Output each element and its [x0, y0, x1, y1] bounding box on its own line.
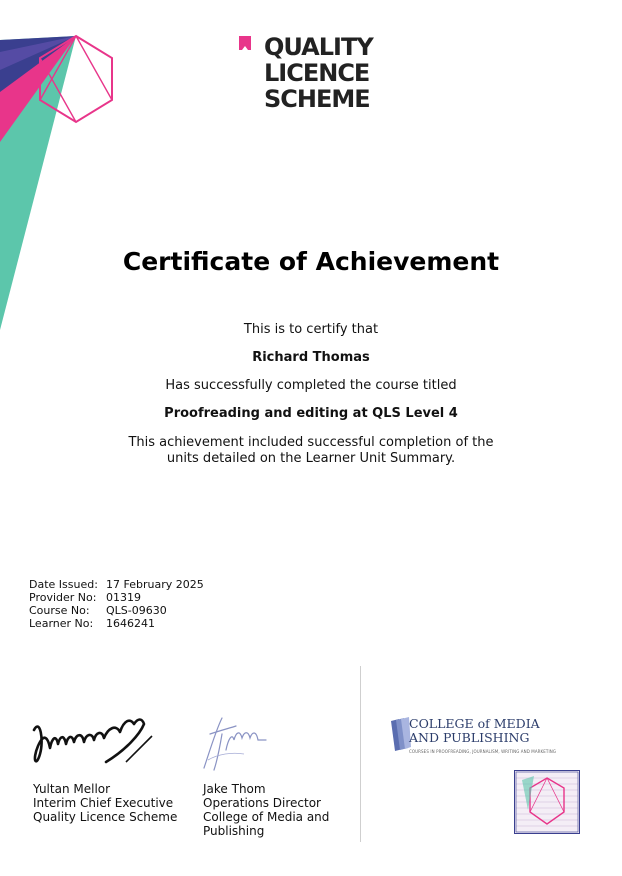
- completed-text: Has successfully completed the course titled: [165, 378, 457, 393]
- book-pages-icon: [389, 717, 411, 753]
- signatory-2-block: [203, 782, 329, 838]
- detail-value: QLS-09630: [106, 604, 167, 617]
- certificate-title: Certificate of Achievement: [122, 247, 500, 276]
- detail-label: Learner No:: [29, 617, 94, 630]
- logo-text-line-2: LICENCE: [264, 59, 370, 87]
- signatory-2-org-line-2: Publishing: [203, 824, 265, 838]
- vertical-divider: [360, 666, 361, 842]
- certificate-details: [29, 578, 204, 630]
- signatory-2-org-line-1: College of Media and: [203, 810, 330, 824]
- signatory-1-org: Quality Licence Scheme: [33, 810, 178, 824]
- detail-value: 1646241: [106, 617, 155, 630]
- signature-yultan-mellor: [30, 710, 160, 772]
- signatory-2-role: Operations Director: [203, 796, 321, 810]
- detail-row: [29, 591, 204, 604]
- course-title: Proofreading and editing at QLS Level 4: [164, 406, 458, 421]
- provider-logo-tagline: COURSES IN PROOFREADING, JOURNALISM, WRITING AND MARKETING: [409, 749, 557, 754]
- detail-label: Provider No:: [29, 591, 97, 604]
- signatory-2-name: Jake Thom: [203, 782, 266, 796]
- signatory-1-role: Interim Chief Executive: [33, 796, 174, 810]
- provider-logo: [389, 715, 557, 757]
- detail-label: Date Issued:: [29, 578, 98, 591]
- detail-row: [29, 578, 204, 591]
- logo-text-line-3: SCHEME: [264, 85, 370, 113]
- recipient-name: Richard Thomas: [252, 350, 370, 365]
- logo-mark-icon: [239, 36, 251, 50]
- detail-value: 01319: [106, 591, 141, 604]
- accreditation-seal-icon: [514, 770, 580, 834]
- decorative-corner-graphic: [0, 0, 130, 340]
- provider-logo-line-1: COLLEGE of MEDIA: [409, 716, 540, 731]
- signatory-1-block: [33, 782, 177, 824]
- logo-text-line-1: QUALITY: [264, 33, 373, 61]
- detail-row: [29, 617, 204, 630]
- provider-logo-line-2: AND PUBLISHING: [409, 730, 530, 745]
- detail-row: [29, 604, 204, 617]
- note-line-2: units detailed on the Learner Unit Summary.: [166, 451, 456, 466]
- signatory-1-name: Yultan Mellor: [33, 782, 111, 796]
- note-line-1: This achievement included successful completion of the: [128, 435, 494, 450]
- detail-label: Course No:: [29, 604, 90, 617]
- detail-value: 17 February 2025: [106, 578, 204, 591]
- signature-jake-thom: [196, 710, 286, 776]
- intro-text: This is to certify that: [243, 322, 379, 337]
